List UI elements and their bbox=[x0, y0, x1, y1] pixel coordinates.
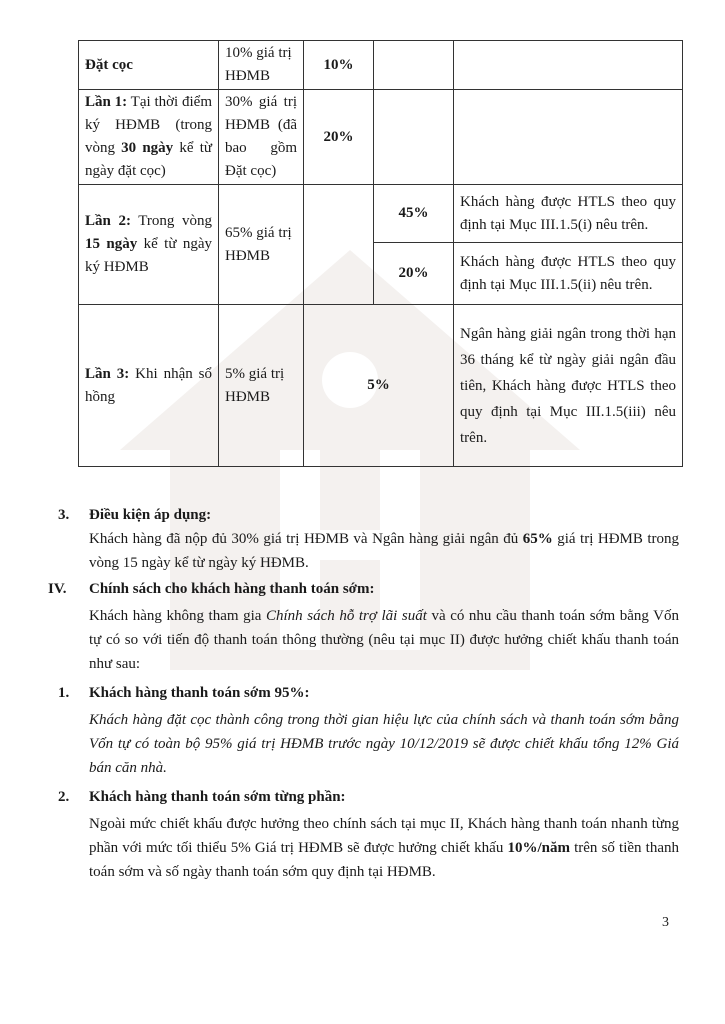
text: trên số tiền thanh toán sớm và số ngày thanh toán sớm quy định tại HĐMB. bbox=[89, 840, 679, 880]
stage-text: Khi nhận sổ hồng bbox=[85, 365, 213, 405]
section-paragraph bbox=[89, 604, 679, 676]
text-bold: 10%/năm bbox=[507, 840, 570, 856]
stage-text: Tại thời điểm ký HĐMB (trong vòng bbox=[85, 94, 212, 156]
empty-cell bbox=[454, 90, 683, 185]
text-italic: Chính sách hỗ trợ lãi suất bbox=[266, 608, 427, 624]
stage-bold: 30 ngày bbox=[121, 140, 174, 156]
pct-cell: 20% bbox=[304, 90, 374, 185]
value-cell: 65% giá trị HĐMB bbox=[219, 185, 304, 305]
table-row bbox=[79, 90, 683, 185]
table-row bbox=[79, 185, 683, 243]
stage-label: Lần 1: bbox=[85, 94, 128, 110]
section-number: IV. bbox=[48, 581, 67, 597]
stage-label: Lần 2: bbox=[85, 213, 131, 229]
payment-schedule-table bbox=[78, 40, 683, 467]
stage-label: Đặt cọc bbox=[85, 56, 133, 73]
stage-cell bbox=[79, 185, 219, 305]
stage-bold: 15 ngày bbox=[85, 236, 138, 252]
text: Ngoài mức chiết khấu được hưởng theo chính sách tại mục II, Khách hàng thanh toán nhanh từng phần với mức tối thiểu 5% Giá trị HĐMB sẽ được hưởng chiết khấu bbox=[89, 816, 679, 856]
note-cell: Khách hàng được HTLS theo quy định tại Mục III.1.5(i) nêu trên. bbox=[454, 185, 683, 243]
item-title: Khách hàng thanh toán sớm 95%: bbox=[89, 685, 310, 701]
empty-cell bbox=[374, 41, 454, 90]
stage-cell bbox=[79, 41, 219, 90]
table-row bbox=[79, 41, 683, 90]
section-paragraph bbox=[89, 527, 679, 575]
page-number: 3 bbox=[662, 915, 669, 930]
table-row bbox=[79, 305, 683, 467]
stage-label: Lần 3: bbox=[85, 365, 130, 382]
pct-cell: 10% bbox=[304, 41, 374, 90]
value-cell: 30% giá trị HĐMB (đã bao gồm Đặt cọc) bbox=[219, 90, 304, 185]
empty-cell bbox=[304, 185, 374, 305]
stage-text: Trong vòng bbox=[130, 213, 213, 229]
text-bold: 65% bbox=[522, 531, 553, 547]
empty-cell bbox=[454, 41, 683, 90]
note-cell: Ngân hàng giải ngân trong thời hạn 36 tháng kể từ ngày giải ngân đầu tiên, Khách hàng được HTLS theo quy định tại Mục III.1.5(iii) nêu trên. bbox=[454, 305, 683, 467]
section-title: Điều kiện áp dụng: bbox=[89, 507, 212, 523]
item-paragraph bbox=[89, 812, 679, 884]
stage-text: kể từ ngày đặt cọc) bbox=[85, 140, 212, 179]
item-number: 2. bbox=[58, 789, 70, 805]
text: Khách hàng không tham gia bbox=[89, 608, 266, 624]
pct-cell: 5% bbox=[304, 305, 454, 467]
value-cell: 10% giá trị HĐMB bbox=[219, 41, 304, 90]
item-paragraph: Khách hàng đặt cọc thành công trong thời gian hiệu lực của chính sách và thanh toán sớm bằng Vốn tự có toàn bộ 95% giá trị HĐMB trước ngày 10/12/2019 sẽ được chiết khấu tổng 12% Giá bán căn nhà. bbox=[89, 712, 679, 776]
item-title: Khách hàng thanh toán sớm từng phần: bbox=[89, 789, 346, 805]
stage-text: kể từ ngày ký HĐMB bbox=[85, 236, 212, 275]
sub-pct-cell: 45% bbox=[374, 185, 454, 243]
note-cell: Khách hàng được HTLS theo quy định tại Mục III.1.5(ii) nêu trên. bbox=[454, 243, 683, 305]
section-number: 3. bbox=[58, 507, 70, 523]
text: giá trị HĐMB trong vòng 15 ngày kể từ ngày ký HĐMB. bbox=[89, 531, 680, 571]
text: và có nhu cầu thanh toán sớm bằng Vốn tự có so với tiến độ thanh toán thông thường (nêu tại mục II) được hưởng chiết khấu thanh toán như sau: bbox=[89, 608, 679, 672]
section-title: Chính sách cho khách hàng thanh toán sớm: bbox=[89, 581, 375, 597]
item-number: 1. bbox=[58, 685, 70, 701]
value-cell: 5% giá trị HĐMB bbox=[219, 305, 304, 467]
text: Khách hàng đã nộp đủ 30% giá trị HĐMB và Ngân hàng giải ngân đủ bbox=[89, 531, 523, 547]
sub-pct-cell: 20% bbox=[374, 243, 454, 305]
stage-cell bbox=[79, 90, 219, 185]
stage-cell bbox=[79, 305, 219, 467]
empty-cell bbox=[374, 90, 454, 185]
